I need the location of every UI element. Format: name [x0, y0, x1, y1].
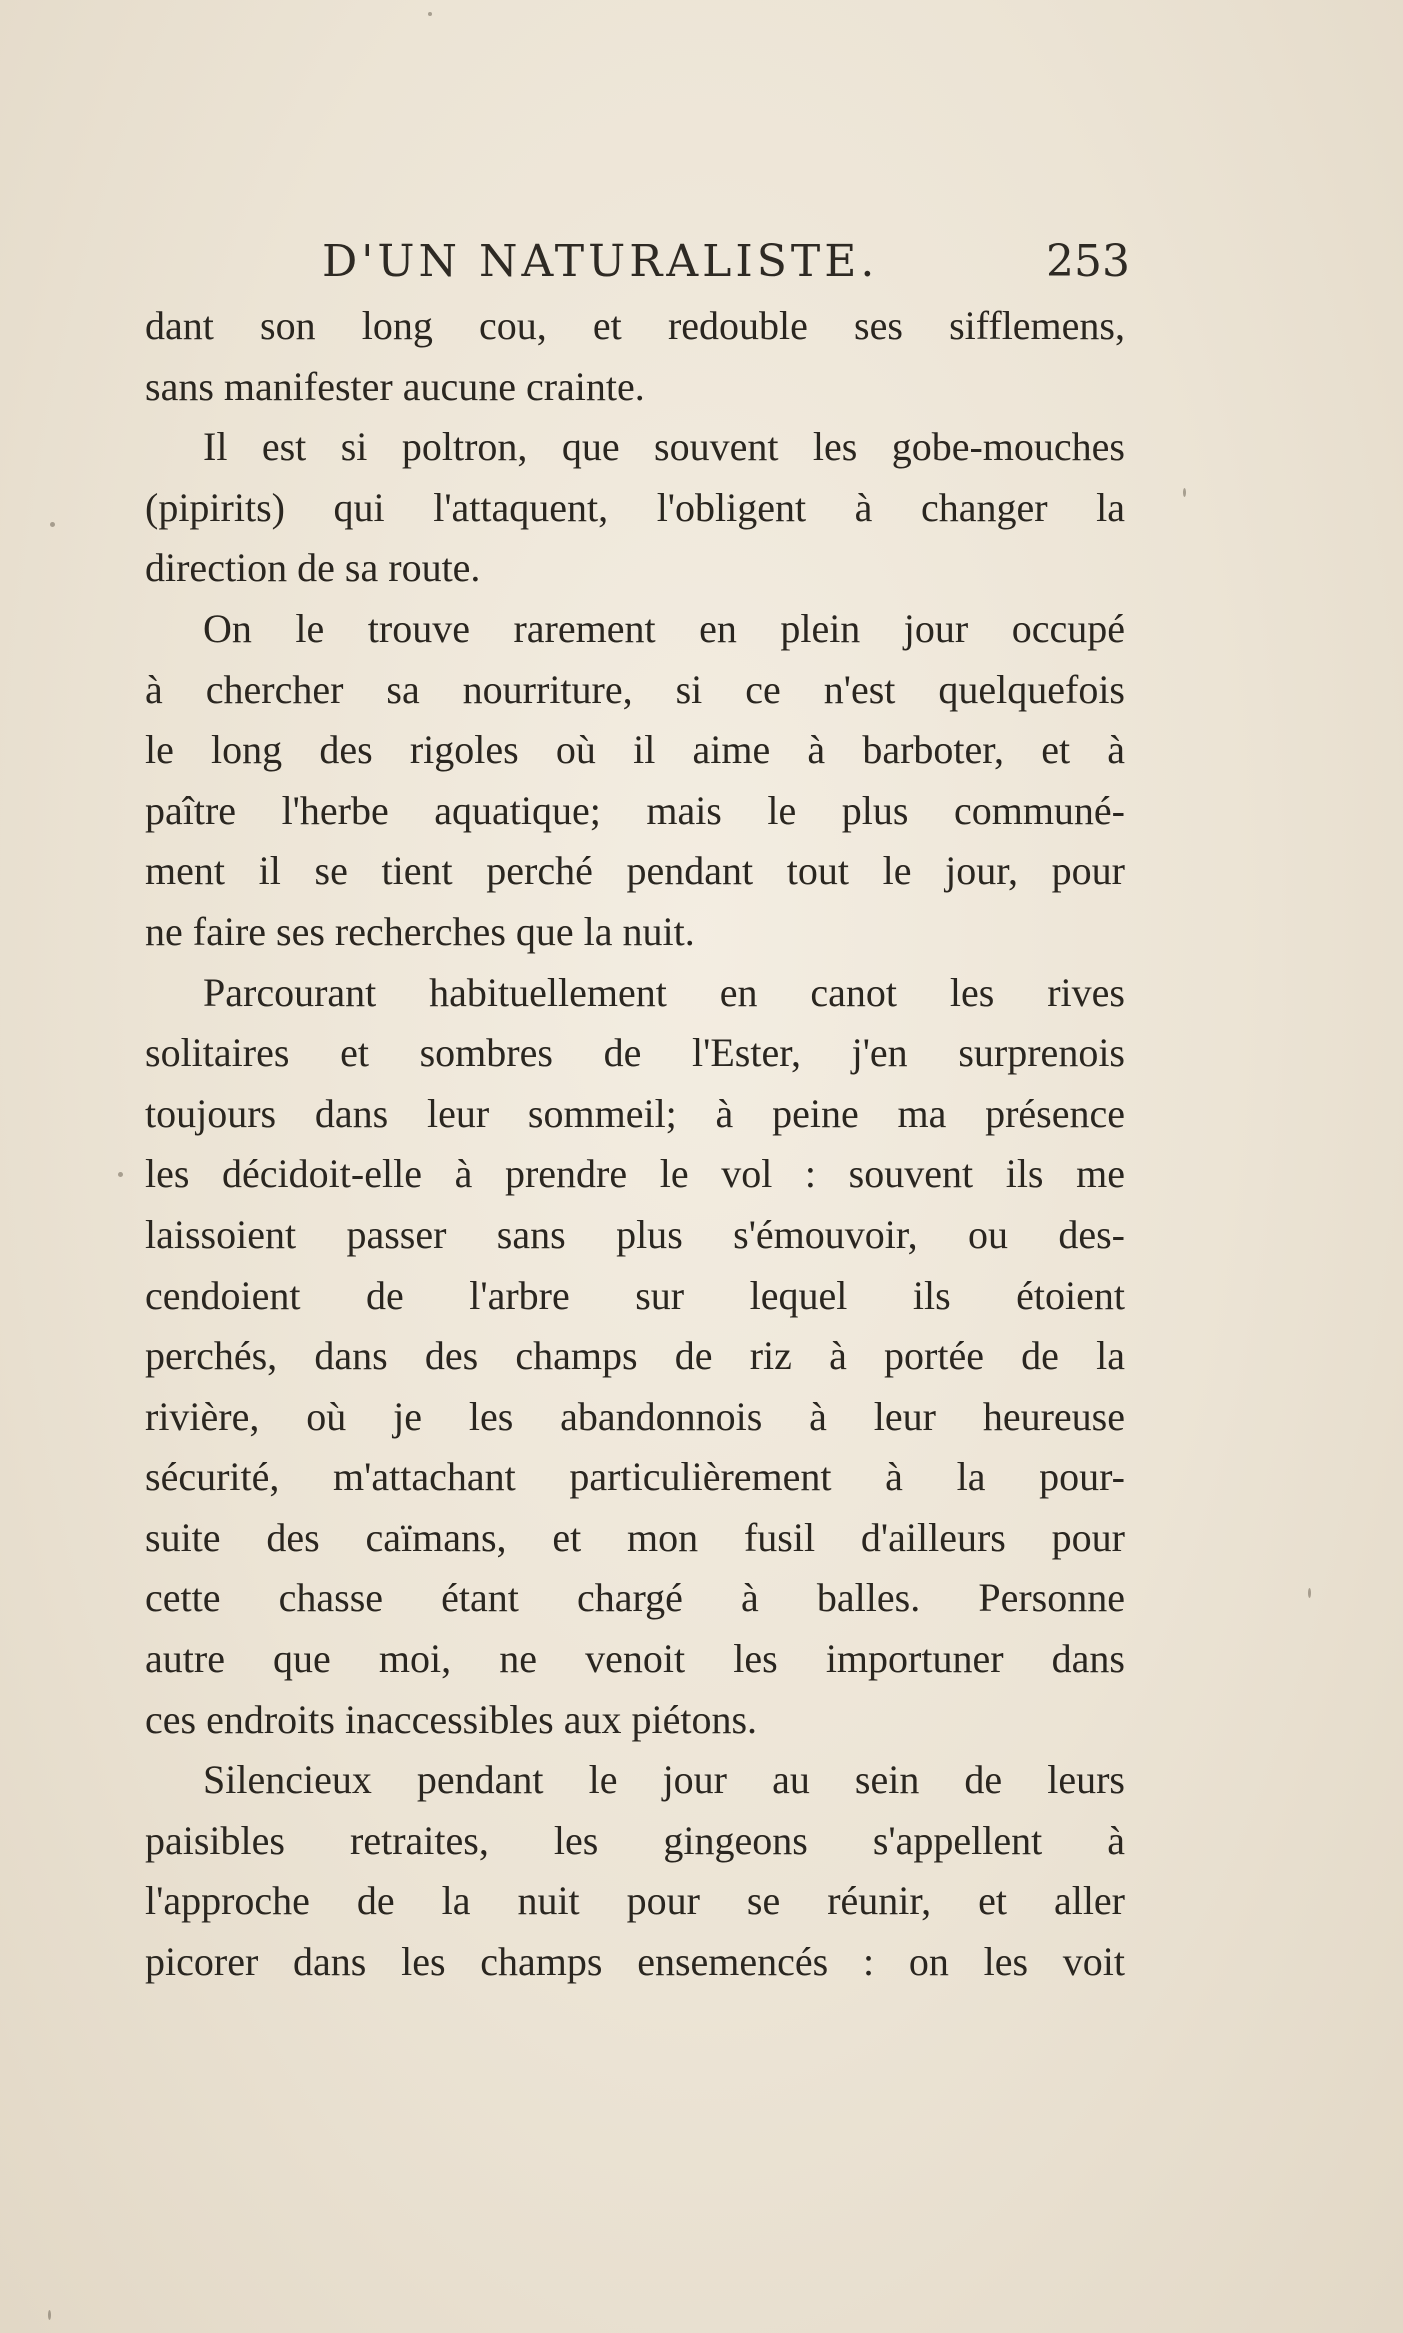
paper-speck: [48, 2310, 51, 2320]
text-line: rivière, où je les abandonnois à leur heureuse: [145, 1393, 1125, 1439]
paper-speck: [50, 522, 55, 527]
paper-speck: [1183, 488, 1186, 497]
text-line: solitaires et sombres de l'Ester, j'en surprenois: [145, 1030, 1125, 1076]
text-line: suite des caïmans, et mon fusil d'ailleurs pour: [145, 1514, 1125, 1560]
text-line: direction de sa route.: [145, 545, 481, 591]
paper-speck: [118, 1172, 123, 1177]
text-line: sécurité, m'attachant particulièrement à la pour-: [145, 1454, 1125, 1500]
running-title: D'UN NATURALISTE.: [322, 236, 879, 287]
text-line: picorer dans les champs ensemencés : on les voit: [145, 1939, 1125, 1985]
text-line: le long des rigoles où il aime à barboter, et à: [145, 727, 1125, 773]
paper-speck: [1308, 1588, 1311, 1598]
text-line: cette chasse étant chargé à balles. Personne: [145, 1575, 1125, 1621]
text-line: toujours dans leur sommeil; à peine ma présence: [145, 1090, 1125, 1136]
text-line: On le trouve rarement en plein jour occupé: [203, 605, 1125, 651]
text-line: à chercher sa nourriture, si ce n'est quelquefois: [145, 666, 1125, 712]
text-line: les décidoit-elle à prendre le vol : souvent ils me: [145, 1151, 1125, 1197]
text-line: dant son long cou, et redouble ses sifflemens,: [145, 303, 1125, 348]
text-line: (pipirits) qui l'attaquent, l'obligent à changer la: [145, 484, 1125, 530]
text-line: sans manifester aucune crainte.: [145, 363, 645, 409]
text-line: ment il se tient perché pendant tout le jour, pour: [145, 848, 1125, 894]
text-line: autre que moi, ne venoit les importuner dans: [145, 1636, 1125, 1682]
page-number: 253: [1046, 236, 1130, 287]
body-text: [145, 296, 1125, 1993]
text-line: paître l'herbe aquatique; mais le plus communé-: [145, 787, 1125, 833]
text-line: cendoient de l'arbre sur lequel ils étoient: [145, 1272, 1125, 1318]
text-line: perchés, dans des champs de riz à portée de la: [145, 1333, 1125, 1379]
text-line: Il est si poltron, que souvent les gobe-mouches: [203, 424, 1125, 470]
running-header: [322, 236, 1130, 298]
text-line: Parcourant habituellement en canot les rives: [203, 969, 1125, 1015]
text-line: ne faire ses recherches que la nuit.: [145, 908, 695, 954]
paper-speck: [428, 12, 432, 16]
text-line: ces endroits inaccessibles aux piétons.: [145, 1696, 758, 1742]
text-line: Silencieux pendant le jour au sein de leurs: [203, 1757, 1125, 1803]
text-line: laissoient passer sans plus s'émouvoir, ou des-: [145, 1211, 1125, 1257]
text-line: l'approche de la nuit pour se réunir, et aller: [145, 1878, 1125, 1924]
text-line: paisibles retraites, les gingeons s'appellent à: [145, 1817, 1125, 1863]
